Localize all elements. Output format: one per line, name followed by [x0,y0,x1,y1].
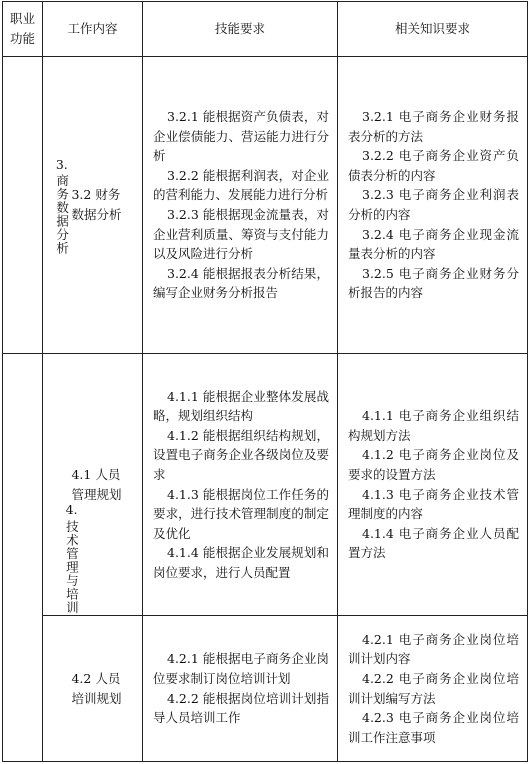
knowledge-item: 4.2.2 电子商务企业岗位培训计划编写方法 [348,670,519,706]
table-row [3,354,528,616]
header-role: 职业 功能 [3,2,43,57]
skill-cell [143,57,338,354]
section-role [3,57,70,354]
knowledge-item: 3.2.2 电子商务企业资产负债表分析的内容 [348,148,519,183]
table-row [3,616,528,762]
knowledge-item: 4.2.3 电子商务企业岗位培训工作注意事项 [348,710,519,745]
header-work: 工作内容 [43,2,143,57]
knowledge-item: 4.1.1 电子商务企业组织结构规划方法 [348,408,519,443]
work-content-label: 4.1 人员 管理规划 [71,466,122,502]
skill-item: 3.2.3 能根据现金流量表，对企业营利质量、筹资与支付能力以及风险进行分析 [153,207,329,262]
skill-item: 3.2.2 能根据利润表，对企业的营利能力、发展能力进行分析 [153,167,329,203]
skill-item: 4.1.4 能根据企业发展规划和岗位要求，进行人员配置 [153,545,329,580]
skill-cell [143,616,338,762]
section-name: 商务数据分析 [54,174,70,256]
skill-item: 4.2.2 能根据岗位培训计划指导人员培训工作 [153,690,329,726]
skill-item: 4.1.3 能根据岗位工作任务的要求，进行技术管理制度的制定及优化 [153,486,329,541]
knowledge-cell [338,616,528,762]
work-content [43,616,143,762]
skill-item: 4.1.1 能根据企业整体发展战略，规划组织结构 [153,388,329,424]
knowledge-item: 3.2.3 电子商务企业利润表分析的内容 [348,187,519,222]
section-role [3,354,80,762]
section-number: 4. [65,502,78,518]
knowledge-item: 3.2.1 电子商务企业财务报表分析的方法 [348,109,519,144]
knowledge-cell [338,354,528,616]
work-content-label: 4.2 人员 培训规划 [71,670,122,706]
skill-item: 3.2.4 能根据报表分析结果，编写企业财务分析报告 [153,265,329,301]
table-header-row [3,2,528,57]
standards-table [2,1,528,762]
section-name: 技术管理与培训 [64,520,80,615]
knowledge-cell [338,57,528,354]
knowledge-item: 4.1.4 电子商务企业人员配置方法 [348,525,519,561]
knowledge-item: 4.1.2 电子商务企业岗位及要求的设置方法 [348,447,519,482]
knowledge-item: 4.1.3 电子商务企业技术管理制度的内容 [348,486,519,522]
knowledge-item: 4.2.1 电子商务企业岗位培训计划内容 [348,631,519,667]
skill-item: 4.1.2 能根据组织结构规划，设置电子商务企业各级岗位及要求 [153,427,329,482]
skill-item: 4.2.1 能根据电子商务企业岗位要求制订岗位培训计划 [153,651,329,686]
section-number: 3. [55,156,68,172]
header-knowledge: 相关知识要求 [338,2,528,57]
knowledge-item: 3.2.4 电子商务企业现金流量表分析的内容 [348,226,519,262]
table-row [3,57,528,354]
skill-item: 3.2.1 能根据资产负债表，对企业偿债能力、营运能力进行分析 [153,109,329,164]
work-content-label: 3.2 财务 数据分析 [71,187,122,222]
header-skill: 技能要求 [143,2,338,57]
knowledge-item: 3.2.5 电子商务企业财务分析报告的内容 [348,265,519,301]
skill-cell [143,354,338,616]
